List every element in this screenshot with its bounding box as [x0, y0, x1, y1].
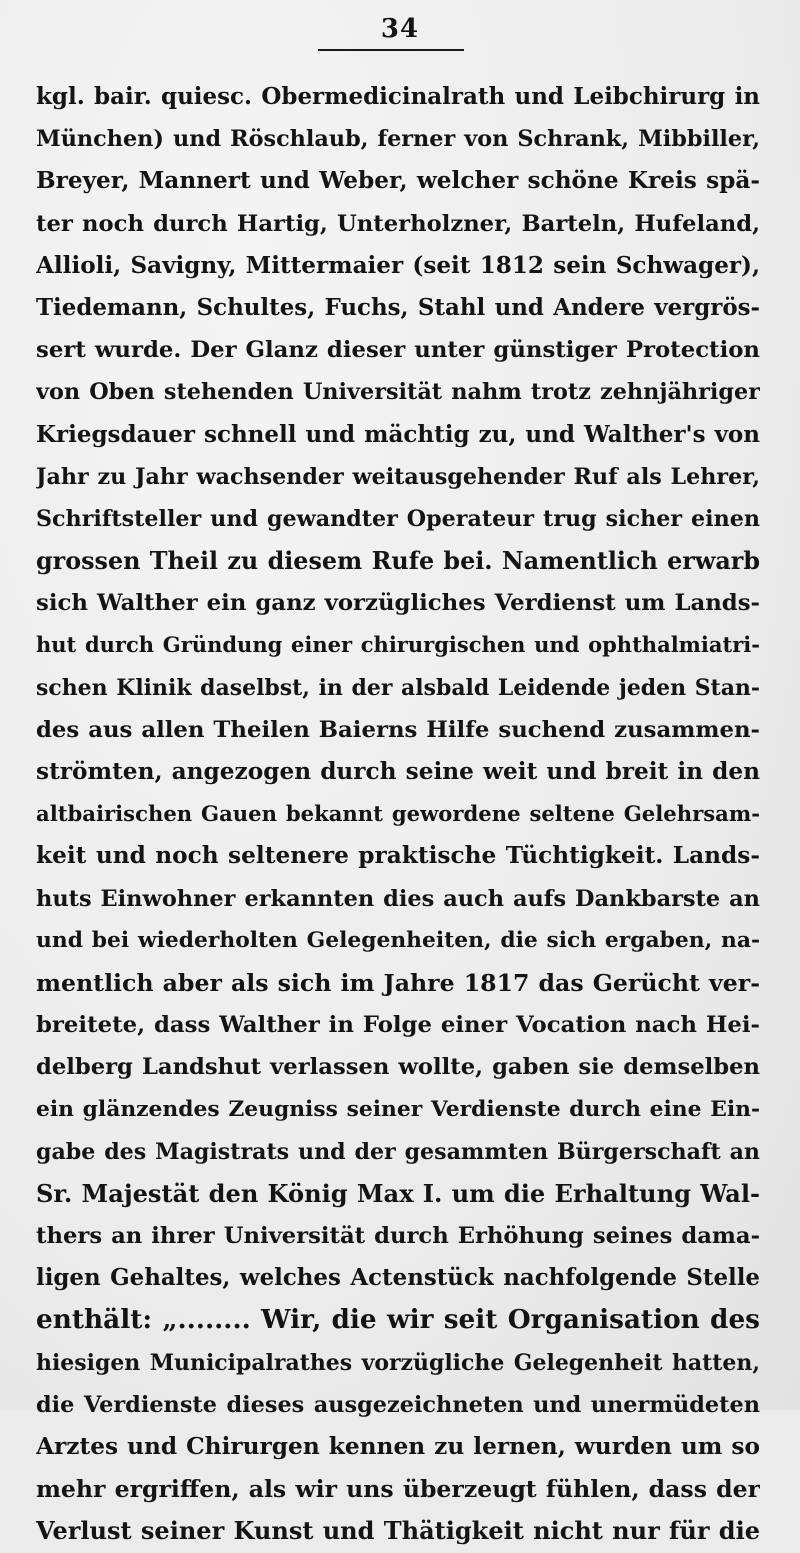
text-line: enthält: „........ Wir, die wir seit Organisation des: [36, 1304, 760, 1336]
page-number: 34: [380, 14, 420, 44]
text-line: von Oben stehenden Universität nahm trotz zehnjähriger: [36, 379, 760, 406]
text-line: ter noch durch Hartig, Unterholzner, Barteln, Hufeland,: [36, 210, 760, 237]
text-line: Breyer, Mannert und Weber, welcher schöne Kreis spä-: [36, 167, 760, 195]
text-line: schen Klinik daselbst, in der alsbald Leidende jeden Stan-: [36, 674, 760, 701]
text-line: hut durch Gründung einer chirurgischen und ophthalmiatri-: [36, 632, 760, 658]
text-line: breitete, dass Walther in Folge einer Vocation nach Hei-: [36, 1012, 760, 1039]
text-line: hiesigen Municipalrathes vorzügliche Gelegenheit hatten,: [36, 1349, 760, 1376]
text-line: München) und Röschlaub, ferner von Schrank, Mibbiller,: [36, 126, 760, 153]
text-line: Sr. Majestät den König Max I. um die Erhaltung Wal-: [36, 1178, 760, 1208]
text-line: keit und noch seltenere praktische Tüchtigkeit. Lands-: [36, 842, 760, 870]
text-line: mentlich aber als sich im Jahre 1817 das Gerücht ver-: [36, 968, 760, 997]
text-line: sert wurde. Der Glanz dieser unter günstiger Protection: [36, 337, 760, 364]
text-line: ein glänzendes Zeugniss seiner Verdienste durch eine Ein-: [36, 1096, 760, 1122]
text-line: Verlust seiner Kunst und Thätigkeit nicht nur für die: [36, 1516, 760, 1546]
text-line: Kriegsdauer schnell und mächtig zu, und Walther's von: [36, 420, 760, 448]
text-line: Tiedemann, Schultes, Fuchs, Stahl und Andere vergrös-: [36, 293, 760, 321]
text-line: strömten, angezogen durch seine weit und breit in den: [36, 758, 760, 785]
text-line: Arztes und Chirurgen kennen zu lernen, wurden um so: [36, 1433, 760, 1460]
text-line: des aus allen Theilen Baierns Hilfe suchend zusammen-: [36, 716, 760, 743]
text-line: ligen Gehaltes, welches Actenstück nachfolgende Stelle: [36, 1264, 760, 1292]
text-line: und bei wiederholten Gelegenheiten, die sich ergaben, na-: [36, 927, 760, 953]
text-line: die Verdienste dieses ausgezeichneten und unermüdeten: [36, 1391, 760, 1418]
text-line: Allioli, Savigny, Mittermaier (seit 1812 sein Schwager),: [36, 251, 760, 279]
text-line: kgl. bair. quiesc. Obermedicinalrath und Leibchirurg in: [36, 83, 760, 110]
text-line: mehr ergriffen, als wir uns überzeugt fühlen, dass der: [36, 1475, 760, 1504]
text-line: grossen Theil zu diesem Rufe bei. Namentlich erwarb: [36, 547, 760, 576]
text-line: Schriftsteller und gewandter Operateur trug sicher einen: [36, 505, 760, 532]
header-rule: [318, 49, 464, 51]
text-line: sich Walther ein ganz vorzügliches Verdienst um Lands-: [36, 590, 760, 617]
text-line: huts Einwohner erkannten dies auch aufs Dankbarste an: [36, 885, 760, 912]
text-line: delberg Landshut verlassen wollte, gaben sie demselben: [36, 1054, 760, 1081]
text-line: altbairischen Gauen bekannt gewordene seltene Gelehrsam-: [36, 801, 760, 827]
body-text: [36, 76, 760, 1553]
text-line: Jahr zu Jahr wachsender weitausgehender Ruf als Lehrer,: [36, 463, 760, 490]
text-line: thers an ihrer Universität durch Erhöhung seines dama-: [36, 1223, 760, 1250]
text-line: gabe des Magistrats und der gesammten Bürgerschaft an: [36, 1138, 760, 1165]
